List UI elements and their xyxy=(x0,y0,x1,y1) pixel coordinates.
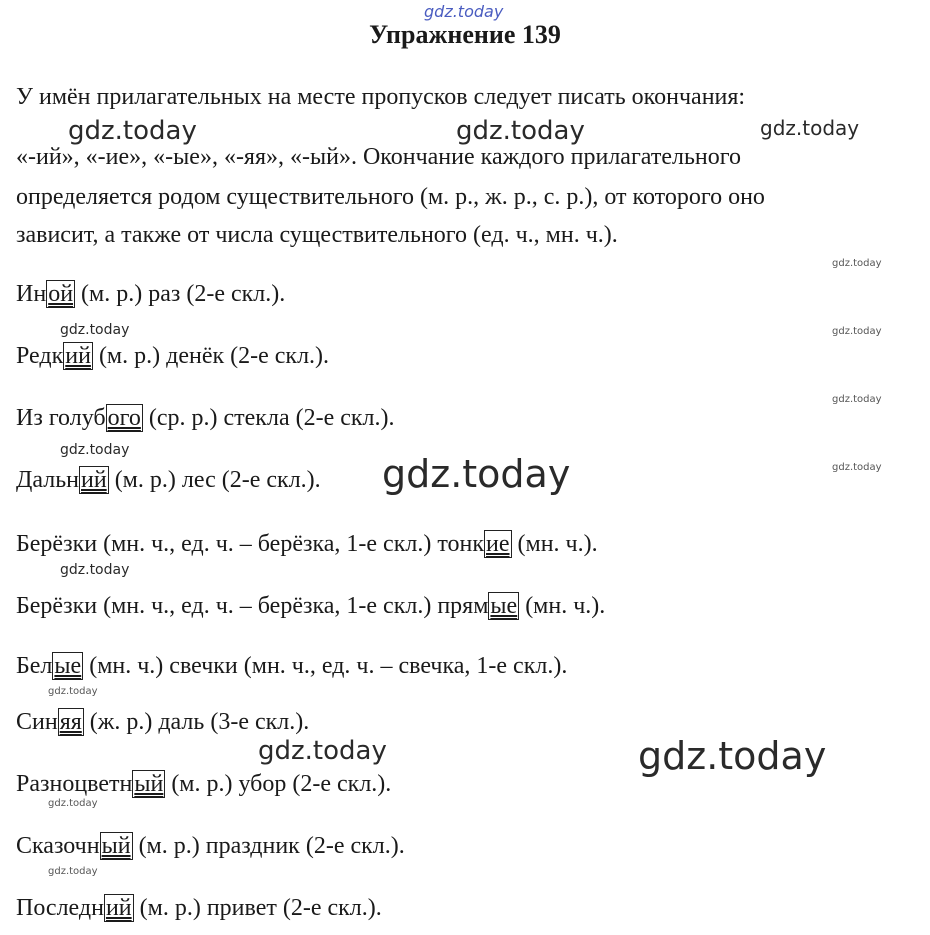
watermark: gdz.today xyxy=(48,798,98,809)
intro-line: У имён прилагательных на месте пропусков следует писать окончания: xyxy=(16,84,746,110)
ending-box: ый xyxy=(134,771,164,797)
example-rest: (мн. ч.). xyxy=(519,593,606,619)
example-rest: (ж. р.) даль (3-е скл.). xyxy=(83,709,310,735)
word-stem: Последн xyxy=(16,895,104,921)
watermark: gdz.today xyxy=(456,116,585,146)
word-stem: Сказочн xyxy=(16,833,100,859)
example-rest: (м. р.) денёк (2-е скл.). xyxy=(92,343,330,369)
word-stem: Из голуб xyxy=(16,405,106,431)
watermark: gdz.today xyxy=(832,462,882,473)
example-rest: (м. р.) раз (2-е скл.). xyxy=(75,281,286,307)
example-line xyxy=(16,708,309,736)
watermark: gdz.today xyxy=(382,452,571,496)
word-stem: Ин xyxy=(16,281,47,307)
word-stem: Бел xyxy=(16,653,53,679)
watermark: gdz.today xyxy=(832,326,882,337)
intro-line: зависит, а также от числа существительного (ед. ч., мн. ч.). xyxy=(16,222,618,248)
word-stem: Дальн xyxy=(16,467,79,493)
example-line xyxy=(16,652,567,680)
example-line xyxy=(16,894,382,922)
watermark: gdz.today xyxy=(638,734,827,778)
example-rest: (ср. р.) стекла (2-е скл.). xyxy=(142,405,395,431)
example-rest: (м. р.) лес (2-е скл.). xyxy=(108,467,321,493)
word-stem: Син xyxy=(16,709,58,735)
watermark: gdz.today xyxy=(424,2,504,21)
ending-box: ого xyxy=(107,405,141,431)
ending-box: ый xyxy=(101,833,131,859)
watermark: gdz.today xyxy=(832,394,882,405)
word-stem: Берёзки (мн. ч., ед. ч. – берёзка, 1-е скл.) тонк xyxy=(16,531,485,557)
example-line xyxy=(16,832,405,860)
watermark: gdz.today xyxy=(48,686,98,697)
ending-box: ий xyxy=(105,895,132,921)
watermark: gdz.today xyxy=(760,116,860,140)
example-line xyxy=(16,466,321,494)
watermark: gdz.today xyxy=(832,258,882,269)
word-stem: Берёзки (мн. ч., ед. ч. – берёзка, 1-е скл.) прям xyxy=(16,593,489,619)
watermark: gdz.today xyxy=(68,116,197,146)
example-line xyxy=(16,342,329,370)
ending-box: ой xyxy=(48,281,74,307)
word-stem: Разноцветн xyxy=(16,771,133,797)
word-stem: Редк xyxy=(16,343,64,369)
example-line xyxy=(16,770,391,798)
watermark: gdz.today xyxy=(60,442,130,458)
example-rest: (м. р.) праздник (2-е скл.). xyxy=(132,833,405,859)
watermark: gdz.today xyxy=(48,866,98,877)
watermark: gdz.today xyxy=(258,736,387,766)
page-title: Упражнение 139 xyxy=(369,20,561,49)
example-rest: (м. р.) убор (2-е скл.). xyxy=(165,771,392,797)
watermark: gdz.today xyxy=(60,562,130,578)
intro-line: «-ий», «-ие», «-ые», «-яя», «-ый». Окончание каждого прилагательного xyxy=(16,144,741,170)
ending-box: ие xyxy=(486,531,510,557)
ending-box: ий xyxy=(65,343,91,369)
example-line xyxy=(16,530,598,558)
watermark: gdz.today xyxy=(60,322,130,338)
example-rest: (мн. ч.) свечки (мн. ч., ед. ч. – свечка, 1-е скл.). xyxy=(83,653,568,679)
example-line xyxy=(16,592,605,620)
example-line xyxy=(16,404,395,432)
ending-box: ые xyxy=(54,653,82,679)
intro-line: определяется родом существительного (м. р., ж. р., с. р.), от которого оно xyxy=(16,184,765,210)
ending-box: яя xyxy=(59,709,82,735)
ending-box: ые xyxy=(490,593,518,619)
ending-box: ий xyxy=(81,467,107,493)
example-line xyxy=(16,280,285,308)
example-rest: (м. р.) привет (2-е скл.). xyxy=(133,895,382,921)
example-rest: (мн. ч.). xyxy=(511,531,598,557)
